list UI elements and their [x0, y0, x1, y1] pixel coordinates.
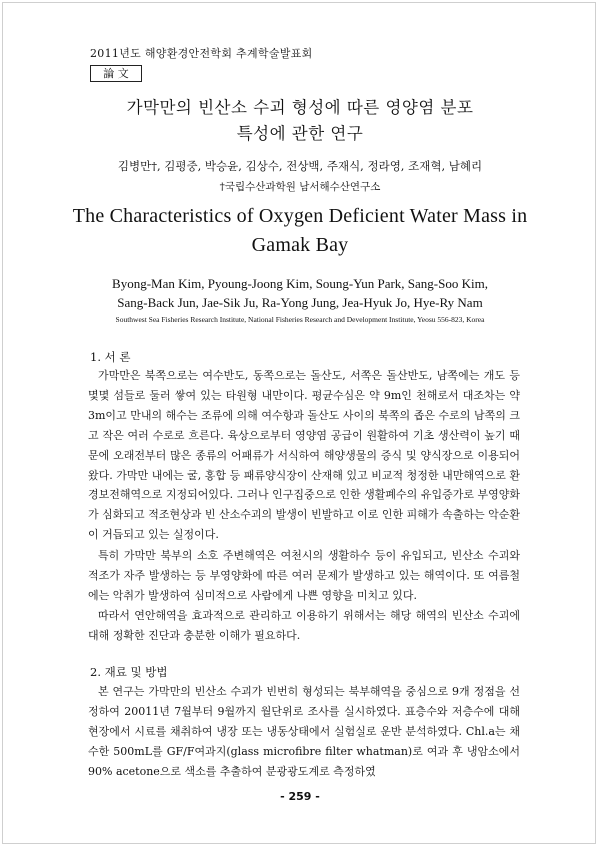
article-type-label: 論 文 [90, 65, 142, 82]
english-affiliation: Southwest Sea Fisheries Research Institute, National Fisheries Research and Development Institute, Yeosu 556-823, Korea [115, 315, 485, 324]
section-1-paragraph-1: 가막만은 북쪽으로는 여수반도, 동쪽으로는 돌산도, 서쪽은 돌산반도, 남쪽에는 개도 등 몇몇 섬들로 둘러 쌓여 있는 타원형 내만이다. 평균수심은 약 9m인 천해로서 대조차는 약 3m이고 만내의 해수는 조류에 의해 여수항과 돌산도 사이의 북쪽의 좁은 수로의 남쪽의 크고 작은 여러 수로로 흐른다. 육상으로부터 영양염 공급이 원활하여 기초 생산력이 높기 때문에 오래전부터 많은 종류의 어패류가 서식하여 해양생물의 증식 및 양식장으로 이용되어 왔다. 가막만 내에는 굴, 홍합 등 패류양식장이 산재해 있고 비교적 청정한 내만해역으로 환경보전해역으로 지정되어있다. 그러나 인구집중으로 인한 생활폐수의 유입증가로 부영양화가 심화되고 적조현상과 빈 산소수괴의 발생이 빈발하고 이로 인한 피해가 속출하는 악순환이 거듭되고 있는 실정이다. [88, 369, 520, 542]
page-number: - 259 - [280, 790, 320, 803]
english-authors-line-2: Sang-Back Jun, Jae-Sik Ju, Ra-Yong Jung, Jea-Hyuk Jo, Hye-Ry Nam [117, 295, 483, 310]
korean-title-line-1: 가막만의 빈산소 수괴 형성에 따른 영양염 분포 [126, 98, 474, 117]
korean-authors: 김병만†, 김평중, 박승윤, 김상수, 전상백, 주재식, 정라영, 조재혁, 남혜리 [117, 159, 483, 173]
korean-affiliation: †국립수산과학원 남서해수산연구소 [219, 181, 381, 193]
section-1-heading: 1. 서 론 [90, 350, 131, 364]
english-title-line-2: Gamak Bay [251, 234, 349, 256]
section-1-paragraph-2: 특히 가막만 북부의 소호 주변해역은 여천시의 생활하수 등이 유입되고, 빈산소 수괴와 적조가 자주 발생하는 등 부영양화에 따른 여러 문제가 발생하고 있는 해역이다. 또 여름철에는 악취가 발생하여 심미적으로 사람에게 나쁜 영향을 미치고 있다. [88, 549, 520, 602]
english-authors-line-1: Byong-Man Kim, Pyoung-Joong Kim, Soung-Yun Park, Sang-Soo Kim, [112, 276, 488, 291]
english-title-line-1: The Characteristics of Oxygen Deficient Water Mass in [72, 205, 528, 227]
section-2-heading: 2. 재료 및 방법 [90, 665, 168, 679]
korean-title-line-2: 특성에 관한 연구 [236, 124, 364, 143]
section-2-paragraph-1: 본 연구는 가막만의 빈산소 수괴가 빈번히 형성되는 북부해역을 중심으로 9개 정점을 선정하여 20011년 7월부터 9월까지 월단위로 조사를 실시하였다. 표층수와 저층수에 대해 현장에서 시료를 채취하여 냉장 또는 냉동상태에서 실험실로 운반 분석하였다. Chl.a는 채수한 500mL를 GF/F여과지(glass microfibre filter whatman)로 여과 후 냉암소에서 90% acetone으로 색소를 추출하여 분광광도계로 측정하였 [88, 685, 520, 778]
conference-header: 2011년도 해양환경안전학회 추계학술발표회 [90, 47, 313, 60]
section-1-paragraph-3: 따라서 연안해역을 효과적으로 관리하고 이용하기 위해서는 해당 해역의 빈산소 수괴에 대해 정확한 진단과 충분한 이해가 필요하다. [88, 609, 520, 642]
